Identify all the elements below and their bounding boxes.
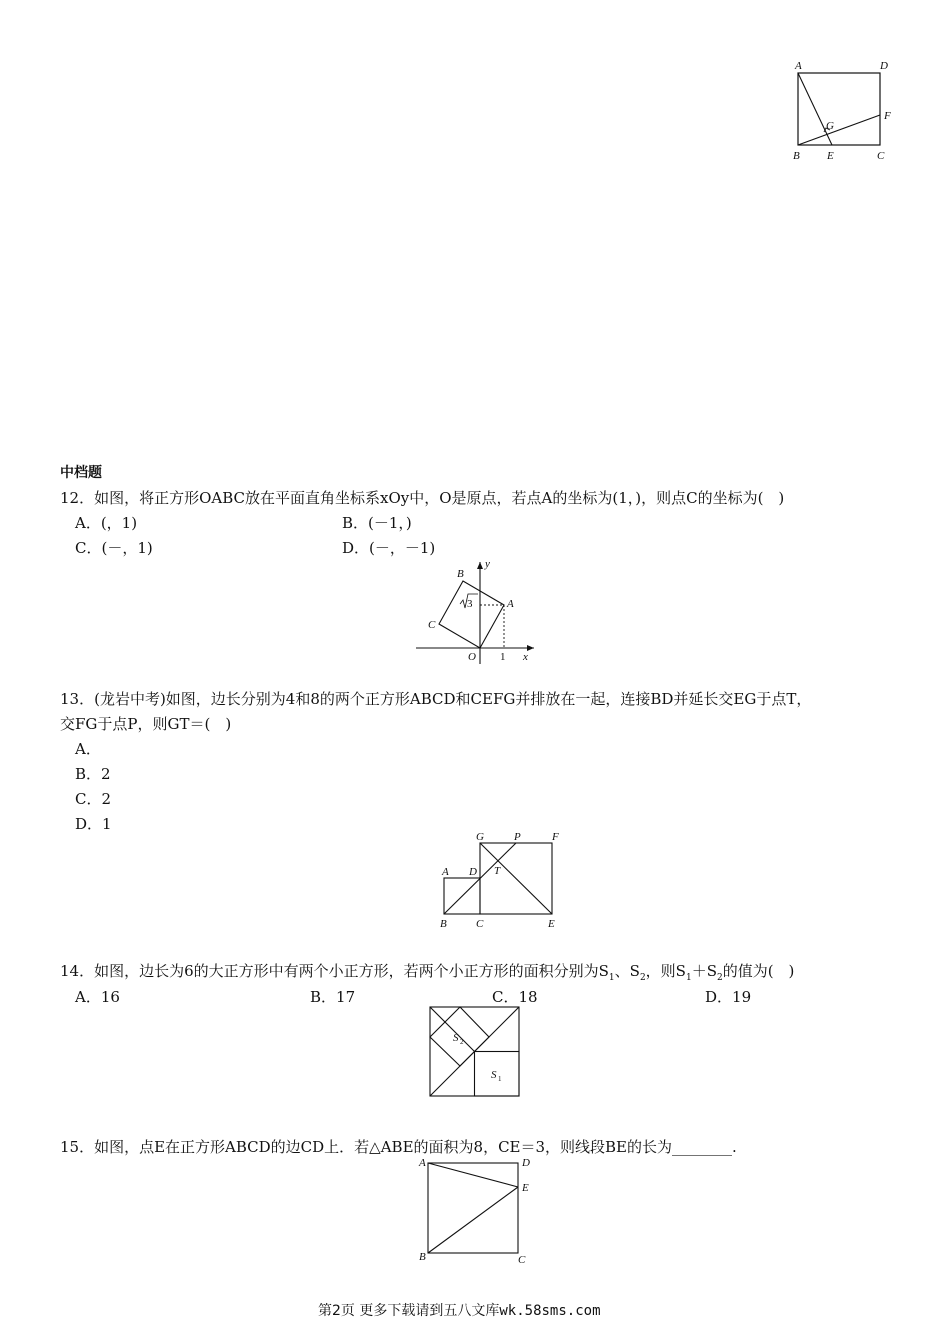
- label-b: B: [440, 918, 447, 930]
- label-o: O: [468, 651, 476, 663]
- figure-square-oabc: [410, 556, 540, 668]
- label-s1: S: [491, 1069, 497, 1081]
- q14-stem-mid3: ＋S: [691, 962, 717, 980]
- page-footer: [318, 1300, 601, 1320]
- label-c: C: [428, 619, 436, 631]
- q13-option-b: B．2: [75, 765, 111, 783]
- label-e: E: [827, 150, 834, 162]
- label-a: A: [507, 598, 514, 610]
- footer-url[interactable]: wk.58sms.com: [499, 1303, 601, 1319]
- label-b: B: [793, 150, 800, 162]
- q13-stem-line1: 13．(龙岩中考)如图，边长分别为4和8的两个正方形ABCD和CEFG并排放在一起，连接BD并延长交EG于点T，: [60, 690, 812, 708]
- q14-stem-mid2: ，则S: [645, 962, 686, 980]
- label-c: C: [877, 150, 885, 162]
- q12-stem: 12．如图，将正方形OABC放在平面直角坐标系xOy中，O是原点，若点A的坐标为(1，)，则点C的坐标为( ): [60, 489, 785, 507]
- figure-big-square: [428, 1005, 523, 1100]
- q15-stem: 15．如图，点E在正方形ABCD的边CD上．若△ABE的面积为8，CE＝3，则线段BE的长为________.: [60, 1138, 737, 1156]
- q13-option-a: A．: [75, 740, 101, 758]
- q12-option-c: C．(－，1): [75, 539, 153, 557]
- label-y: y: [485, 558, 490, 570]
- label-one: 1: [500, 651, 506, 663]
- label-g: G: [476, 831, 484, 843]
- q14-stem-pre: 14．如图，边长为6的大正方形中有两个小正方形，若两个小正方形的面积分别为S: [60, 962, 609, 980]
- label-c: C: [476, 918, 484, 930]
- q14-sub3: 1: [685, 973, 692, 983]
- figure-two-squares: [436, 828, 566, 933]
- label-e: E: [522, 1182, 529, 1194]
- label-c: C: [518, 1254, 526, 1266]
- label-a: A: [419, 1157, 426, 1169]
- q14-stem: [60, 962, 794, 987]
- q12-option-b: B．(－1，): [342, 514, 412, 532]
- label-f: F: [552, 831, 559, 843]
- q12-option-a: A．(，1): [75, 514, 138, 532]
- q14-option-c: C．18: [492, 988, 538, 1006]
- label-s2-sub: 2: [460, 1038, 464, 1046]
- label-d: D: [880, 60, 888, 72]
- label-sqrt3: 3: [467, 598, 473, 610]
- q14-option-b: B．17: [310, 988, 356, 1006]
- q14-stem-mid: 、S: [614, 962, 640, 980]
- q12-option-d: D．(－，－1): [342, 539, 436, 557]
- q14-sub1: 1: [608, 973, 615, 983]
- label-p: P: [514, 831, 521, 843]
- label-b: B: [457, 568, 464, 580]
- q14-stem-post: 的值为( ): [722, 962, 795, 980]
- q13-option-d: D．1: [75, 815, 112, 833]
- label-b: B: [419, 1251, 426, 1263]
- figure-square-abcd: [414, 1153, 539, 1268]
- label-e: E: [548, 918, 555, 930]
- q14-sub4: 2: [716, 973, 723, 983]
- q14-option-d: D．19: [705, 988, 752, 1006]
- label-s1-sub: 1: [498, 1075, 502, 1083]
- footer-text: 第2页 更多下载请到五八文库: [318, 1303, 500, 1319]
- q14-option-a: A．16: [75, 988, 120, 1006]
- q14-sub2: 2: [639, 973, 646, 983]
- label-f: F: [884, 110, 891, 122]
- label-t: T: [494, 865, 501, 877]
- figure-rectangle-abcd: [780, 55, 900, 170]
- label-d: D: [522, 1157, 530, 1169]
- label-a: A: [442, 866, 449, 878]
- label-a: A: [795, 60, 802, 72]
- label-s2: S: [453, 1032, 459, 1044]
- label-g: G: [826, 120, 834, 132]
- label-d: D: [469, 866, 477, 878]
- q13-option-c: C．2: [75, 790, 112, 808]
- label-x: x: [523, 651, 528, 663]
- q13-stem-line2: 交FG于点P，则GT＝( ): [60, 715, 232, 733]
- section-title: 中档题: [60, 465, 102, 481]
